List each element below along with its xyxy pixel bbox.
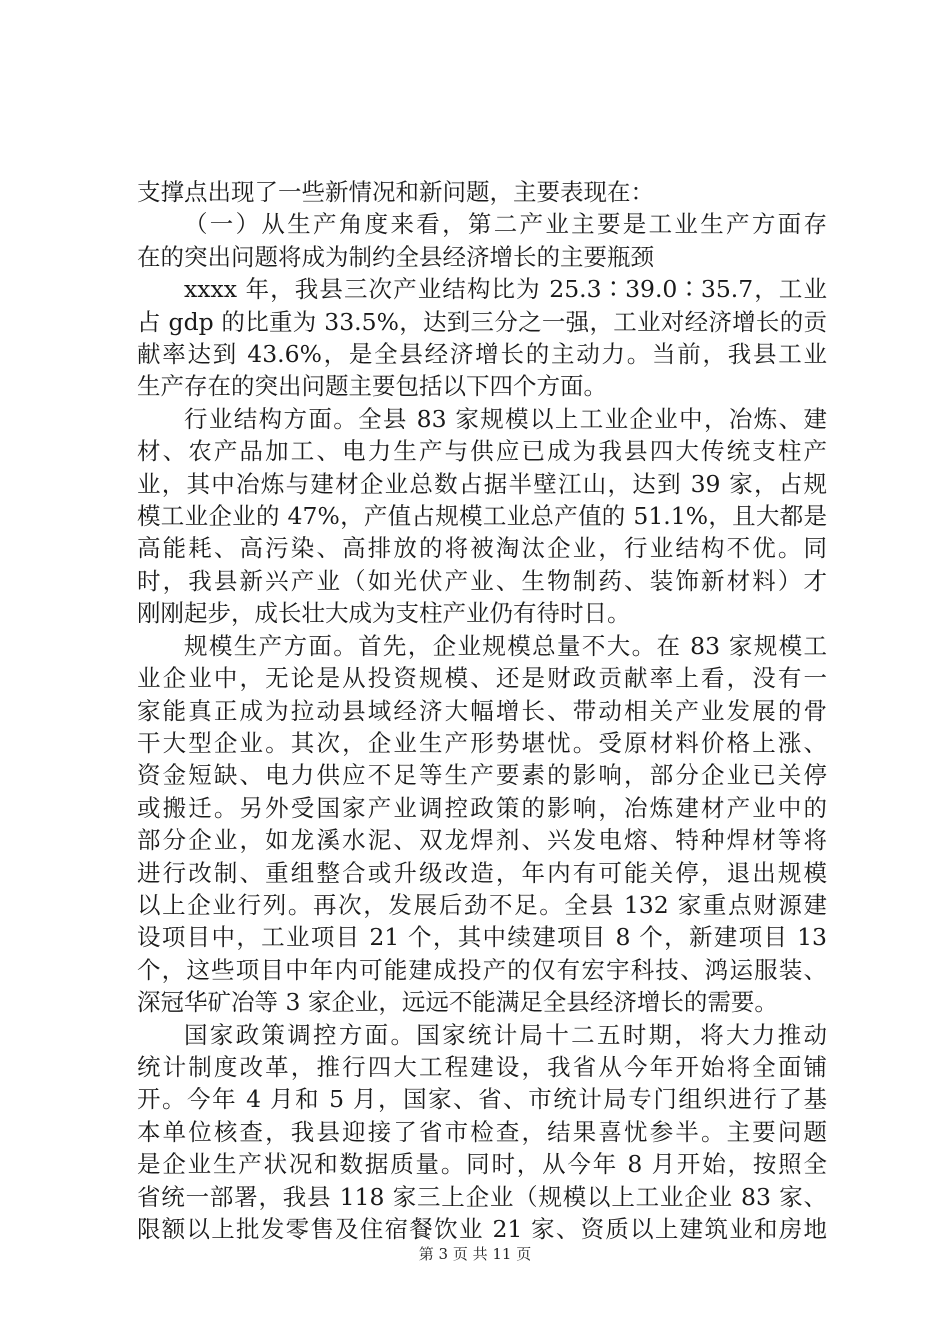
text-line: 行业结构方面。全县 83 家规模以上工业企业中，冶炼、建 <box>184 404 827 433</box>
text-line: 开。今年 4 月和 5 月，国家、省、市统计局专门组织进行了基 <box>137 1085 827 1114</box>
text-line: 本单位核查，我县迎接了省市检查，结果喜忧参半。主要问题 <box>137 1117 827 1146</box>
text-line: xxxx 年，我县三次产业结构比为 25.3∶39.0∶35.7，工业 <box>184 275 827 304</box>
text-line: 以上企业行列。再次，发展后劲不足。全县 132 家重点财源建 <box>137 890 827 919</box>
text-line: 统计制度改革，推行四大工程建设，我省从今年开始将全面铺 <box>137 1052 827 1081</box>
text-line: 或搬迁。另外受国家产业调控政策的影响，冶炼建材产业中的 <box>137 793 827 822</box>
text-line: 部分企业，如龙溪水泥、双龙焊剂、兴发电熔、特种焊材等将 <box>137 826 827 855</box>
text-line: 家能真正成为拉动县域经济大幅增长、带动相关产业发展的骨 <box>137 696 827 725</box>
text-line: 献率达到 43.6%，是全县经济增长的主动力。当前，我县工业 <box>137 340 827 369</box>
document-body <box>137 176 827 1245</box>
page-number-label: 第 3 页 共 11 页 <box>418 1245 532 1263</box>
text-line: 国家政策调控方面。国家统计局十二五时期，将大力推动 <box>184 1020 827 1049</box>
text-line: 进行改制、重组整合或升级改造，年内有可能关停，退出规模 <box>137 858 827 887</box>
text-line: 设项目中，工业项目 21 个，其中续建项目 8 个，新建项目 13 <box>137 923 827 952</box>
text-line: 业企业中，无论是从投资规模、还是财政贡献率上看，没有一 <box>137 664 827 693</box>
text-line: 资金短缺、电力供应不足等生产要素的影响，部分企业已关停 <box>137 761 827 790</box>
text-line: 业，其中冶炼与建材企业总数占据半壁江山，达到 39 家，占规 <box>137 469 827 498</box>
text-line: 占 gdp 的比重为 33.5%，达到三分之一强，工业对经济增长的贡 <box>137 307 827 336</box>
page-footer <box>0 1243 950 1264</box>
text-line: 材、农产品加工、电力生产与供应已成为我县四大传统支柱产 <box>137 437 827 466</box>
text-line: 是企业生产状况和数据质量。同时，从今年 8 月开始，按照全 <box>137 1150 827 1179</box>
text-line: 生产存在的突出问题主要包括以下四个方面。 <box>137 372 607 401</box>
text-line: 时，我县新兴产业（如光伏产业、生物制药、装饰新材料）才 <box>137 566 827 595</box>
text-line: 模工业企业的 47%，产值占规模工业总产值的 51.1%，且大都是 <box>137 502 827 531</box>
text-line: 省统一部署，我县 118 家三上企业（规模以上工业企业 83 家、 <box>137 1182 827 1211</box>
text-line: 规模生产方面。首先，企业规模总量不大。在 83 家规模工 <box>184 631 827 660</box>
text-line: 干大型企业。其次，企业生产形势堪忧。受原材料价格上涨、 <box>137 728 827 757</box>
section-heading-line: 在的突出问题将成为制约全县经济增长的主要瓶颈 <box>137 242 654 271</box>
text-line: 高能耗、高污染、高排放的将被淘汰企业，行业结构不优。同 <box>137 534 827 563</box>
text-line: 限额以上批发零售及住宿餐饮业 21 家、资质以上建筑业和房地 <box>137 1215 827 1243</box>
text-line: 支撑点出现了一些新情况和新问题，主要表现在： <box>137 178 654 206</box>
section-heading-line: （一）从生产角度来看，第二产业主要是工业生产方面存 <box>184 210 827 239</box>
text-line: 刚刚起步，成长壮大成为支柱产业仍有待时日。 <box>137 599 631 628</box>
text-line: 深冠华矿冶等 3 家企业，远远不能满足全县经济增长的需要。 <box>137 988 778 1017</box>
text-line: 个，这些项目中年内可能建成投产的仅有宏宇科技、鸿运服装、 <box>137 955 827 984</box>
